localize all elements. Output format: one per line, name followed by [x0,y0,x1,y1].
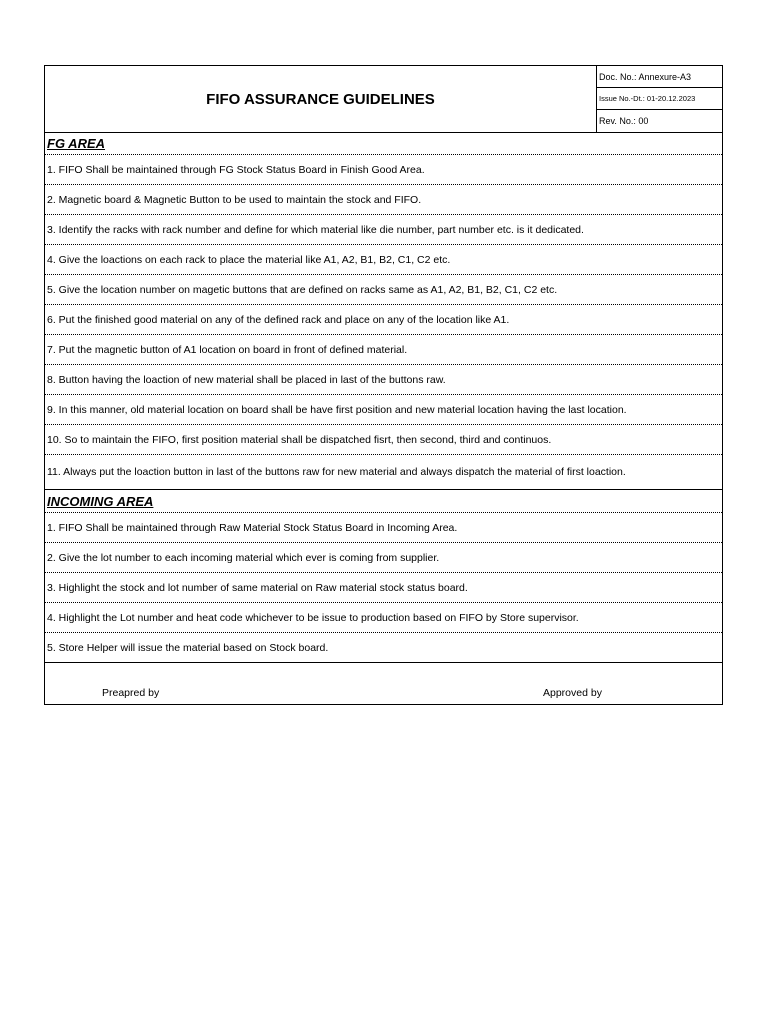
revision-number: Rev. No.: 00 [599,116,649,126]
fg-item-4: 4. Give the loactions on each rack to place the material like A1, A2, B1, B2, C1, C2 etc. [45,245,722,275]
fg-item-2: 2. Magnetic board & Magnetic Button to be used to maintain the stock and FIFO. [45,185,722,215]
fg-item-5: 5. Give the location number on magetic buttons that are defined on racks same as A1, A2, B1, B2, C1, C2 etc. [45,275,722,305]
prepared-by-label: Preapred by [102,687,160,699]
fg-item-6: 6. Put the finished good material on any of the defined rack and place on any of the location like A1. [45,305,722,335]
fg-item-1: 1. FIFO Shall be maintained through FG Stock Status Board in Finish Good Area. [45,155,722,185]
approved-by-label: Approved by [543,687,602,699]
fg-item-11: 11. Always put the loaction button in last of the buttons raw for new material and always dispatch the material of first loaction. [45,455,722,490]
document-header [45,66,722,133]
incoming-item-4: 4. Highlight the Lot number and heat code whichever to be issue to production based on FIFO by Store supervisor. [45,603,722,633]
fg-item-8: 8. Button having the loaction of new material shall be placed in last of the buttons raw. [45,365,722,395]
fg-area-heading: FG AREA [45,132,722,155]
doc-number: Doc. No.: Annexure-A3 [597,66,722,88]
fifo-guidelines-sheet [44,65,723,705]
incoming-item-1: 1. FIFO Shall be maintained through Raw Material Stock Status Board in Incoming Area. [45,513,722,543]
incoming-area-heading: INCOMING AREA [45,490,722,513]
fg-item-10: 10. So to maintain the FIFO, first position material shall be dispatched fisrt, then second, third and continuos. [45,425,722,455]
incoming-item-3: 3. Highlight the stock and lot number of same material on Raw material stock status board. [45,573,722,603]
page-title: FIFO ASSURANCE GUIDELINES [45,66,597,132]
issue-number: Issue No.-Dt.: 01-20.12.2023 [597,88,722,110]
fg-item-7: 7. Put the magnetic button of A1 location on board in front of defined material. [45,335,722,365]
incoming-item-5: 5. Store Helper will issue the material based on Stock board. [45,633,722,663]
document-info [597,66,722,132]
incoming-item-2: 2. Give the lot number to each incoming material which ever is coming from supplier. [45,543,722,573]
guidelines-body [45,132,722,700]
fg-item-3: 3. Identify the racks with rack number and define for which material like die number, part number etc. is it dedicated. [45,215,722,245]
signature-footer [45,663,722,700]
fg-item-9: 9. In this manner, old material location on board shall be have first position and new material location having the last location. [45,395,722,425]
